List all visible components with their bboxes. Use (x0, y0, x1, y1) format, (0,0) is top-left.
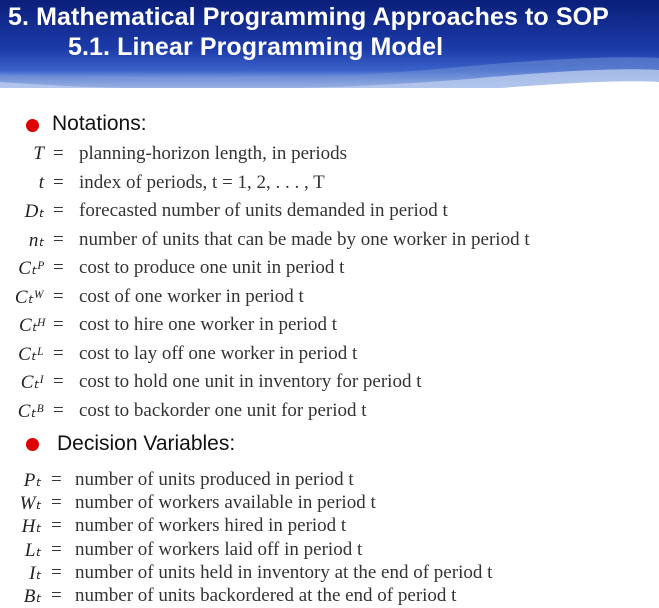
symbol: t (38, 171, 44, 193)
definition-text: number of workers available in period t (75, 492, 376, 514)
definition-text: number of units backordered at the end of period t (75, 585, 457, 606)
definition-text: cost to produce one unit in period t (79, 257, 345, 278)
bullet-dot (26, 438, 39, 451)
slide-subtitle: 5.1. Linear Programming Model (68, 33, 444, 61)
symbol: Cₜᴸ (18, 343, 44, 365)
definition-text: cost to backorder one unit for period t (79, 399, 367, 421)
equals-sign: = (51, 515, 62, 537)
symbol: Lₜ (24, 539, 41, 561)
equals-sign: = (53, 314, 64, 335)
definition-text: number of units that can be made by one worker in period t (79, 228, 530, 250)
notations-heading: Notations: (52, 112, 147, 135)
symbol: Hₜ (21, 516, 41, 538)
definition-text: planning-horizon length, in periods (79, 143, 348, 164)
equals-sign: = (51, 492, 62, 514)
equals-sign: = (53, 171, 64, 193)
symbol: Bₜ (23, 586, 41, 607)
symbol: T (33, 143, 44, 164)
definition-text: number of workers laid off in period t (75, 538, 363, 560)
symbol: Cₜᴴ (18, 315, 44, 336)
title-banner (0, 0, 659, 88)
slide-title: 5. Mathematical Programming Approaches to SOP (8, 3, 609, 31)
equals-sign: = (51, 561, 62, 583)
equals-sign: = (51, 538, 62, 560)
symbol: Cₜᴾ (18, 258, 44, 279)
definition-text: cost of one worker in period t (79, 285, 304, 307)
definition-text: number of workers hired in period t (75, 515, 347, 537)
equals-sign: = (53, 342, 64, 364)
symbol: Wₜ (19, 493, 41, 515)
definition-text: number of units held in inventory at the end of period t (75, 561, 493, 583)
definition-text: cost to hold one unit in inventory for period t (79, 371, 422, 392)
symbol: Cₜᵂ (14, 286, 44, 308)
definition-text: forecasted number of units demanded in period t (79, 200, 448, 221)
equals-sign: = (53, 200, 64, 221)
definition-text: index of periods, t = 1, 2, . . . , T (79, 171, 325, 193)
symbol: Cₜᴮ (17, 400, 44, 422)
symbol: Dₜ (24, 201, 44, 222)
equals-sign: = (51, 469, 62, 490)
definition-text: cost to hire one worker in period t (79, 314, 338, 335)
definition-text: cost to lay off one worker in period t (79, 342, 358, 364)
decision-variables-heading: Decision Variables: (57, 432, 236, 455)
equals-sign: = (53, 257, 64, 278)
bullet-dot (26, 119, 39, 132)
symbol: Cₜᴵ (20, 372, 44, 393)
symbol: Pₜ (23, 470, 41, 491)
equals-sign: = (53, 228, 64, 250)
definition-text: number of units produced in period t (75, 469, 354, 490)
equals-sign: = (51, 585, 62, 606)
equals-sign: = (53, 143, 64, 164)
symbol: Iₜ (29, 562, 41, 584)
equals-sign: = (53, 371, 64, 392)
symbol: nₜ (28, 229, 44, 251)
equals-sign: = (53, 285, 64, 307)
equals-sign: = (53, 399, 64, 421)
